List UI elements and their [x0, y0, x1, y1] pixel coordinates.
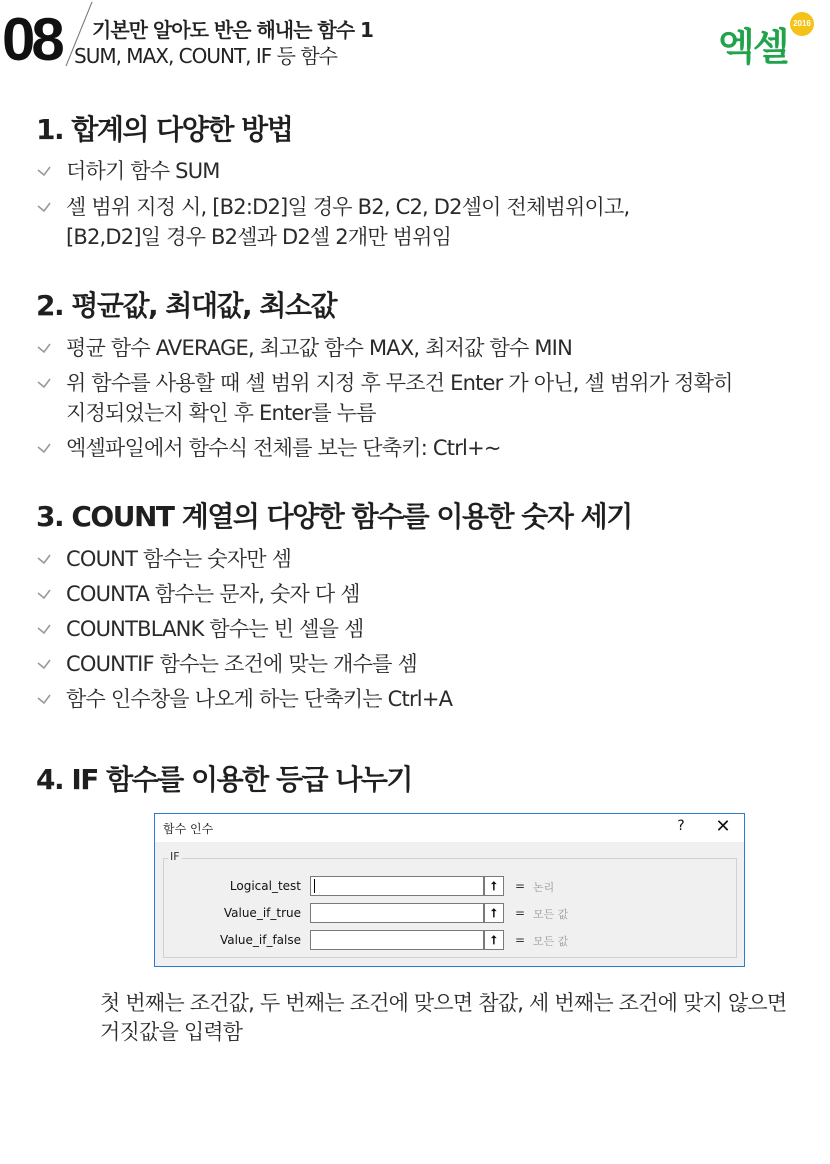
checkmark-icon [36, 693, 52, 705]
argument-label: Value_if_false [219, 933, 301, 947]
bullet-text: COUNTBLANK 함수는 빈 셀을 셈 [66, 617, 364, 641]
argument-result: 논리 [533, 881, 555, 894]
bullet-text: COUNT 함수는 숫자만 셈 [66, 547, 292, 571]
argument-result: 모든 값 [533, 935, 569, 948]
checkmark-icon [36, 658, 52, 670]
list-item [36, 684, 826, 714]
value-if-false-input[interactable] [310, 930, 484, 950]
bullet-text-continued: [B2,D2]일 경우 B2셀과 D2셀 2개만 범위임 [66, 225, 452, 249]
help-button[interactable]: ? [677, 818, 685, 834]
bullet-text: COUNTIF 함수는 조건에 맞는 개수를 셈 [66, 652, 417, 676]
version-badge: 2016 [790, 12, 814, 36]
bullet-text: 위 함수를 사용할 때 셀 범위 지정 후 무조건 Enter 가 아닌, 셀 범위가 정확히 [66, 371, 733, 395]
group-label: IF [170, 850, 180, 863]
function-arguments-dialog [154, 813, 745, 967]
close-button[interactable]: ✕ [715, 816, 731, 837]
section-title: 2. 평균값, 최대값, 최소값 [36, 289, 337, 322]
collapse-range-icon[interactable]: ⭡ [484, 876, 504, 896]
lesson-subtitle: 기본만 알아도 반은 해내는 함수 1 [92, 18, 373, 42]
equals-sign: = [515, 933, 526, 947]
list-item [36, 156, 826, 186]
list-item [36, 579, 826, 609]
page-header [0, 0, 830, 80]
value-if-true-input[interactable] [310, 903, 484, 923]
dialog-title: 함수 인수 [163, 822, 214, 836]
collapse-range-icon[interactable]: ⭡ [484, 903, 504, 923]
section-title: 1. 합계의 다양한 방법 [36, 113, 293, 146]
checkmark-icon [36, 553, 52, 565]
bullet-text-continued: 지정되었는지 확인 후 Enter를 누름 [66, 401, 376, 425]
checkmark-icon [36, 201, 52, 213]
logical-test-input[interactable] [310, 876, 484, 896]
argument-label: Value_if_true [223, 906, 301, 920]
checkmark-icon [36, 442, 52, 454]
checkmark-icon [36, 623, 52, 635]
list-item [36, 614, 826, 644]
bullet-text: 셀 범위 지정 시, [B2:D2]일 경우 B2, C2, D2셀이 전체범위이고, [66, 195, 630, 219]
list-item [36, 433, 826, 463]
list-item [36, 192, 826, 252]
list-item [36, 333, 826, 363]
lesson-number: 08 [2, 6, 61, 73]
checkmark-icon [36, 377, 52, 389]
bullet-text: 엑셀파일에서 함수식 전체를 보는 단축키: Ctrl+~ [66, 436, 501, 460]
dialog-titlebar [155, 814, 744, 842]
bullet-text: 더하기 함수 SUM [66, 159, 220, 183]
section-title: 3. COUNT 계열의 다양한 함수를 이용한 숫자 세기 [36, 500, 632, 533]
section-title: 4. IF 함수를 이용한 등급 나누기 [36, 763, 412, 796]
bullet-text: 함수 인수창을 나오게 하는 단축키는 Ctrl+A [66, 687, 453, 711]
checkmark-icon [36, 342, 52, 354]
collapse-range-icon[interactable]: ⭡ [484, 930, 504, 950]
checkmark-icon [36, 588, 52, 600]
checkmark-icon [36, 165, 52, 177]
list-item [36, 544, 826, 574]
list-item [36, 649, 826, 679]
list-item [36, 368, 826, 428]
lesson-topics: SUM, MAX, COUNT, IF 등 함수 [74, 44, 337, 68]
brand-text: 엑셀 [718, 25, 788, 69]
excel-brand-logo [718, 12, 818, 68]
dialog-caption [100, 989, 815, 1047]
bullet-text: COUNTA 함수는 문자, 숫자 다 셈 [66, 582, 360, 606]
caption-line: 거짓값을 입력함 [100, 1020, 243, 1044]
equals-sign: = [515, 906, 526, 920]
argument-result: 모든 값 [533, 908, 569, 921]
bullet-text: 평균 함수 AVERAGE, 최고값 함수 MAX, 최저값 함수 MIN [66, 336, 572, 360]
equals-sign: = [515, 879, 526, 893]
caption-line: 첫 번째는 조건값, 두 번째는 조건에 맞으면 참값, 세 번째는 조건에 맞지 않으면 [100, 991, 787, 1015]
text-cursor [314, 879, 315, 893]
argument-label: Logical_test [229, 879, 301, 893]
